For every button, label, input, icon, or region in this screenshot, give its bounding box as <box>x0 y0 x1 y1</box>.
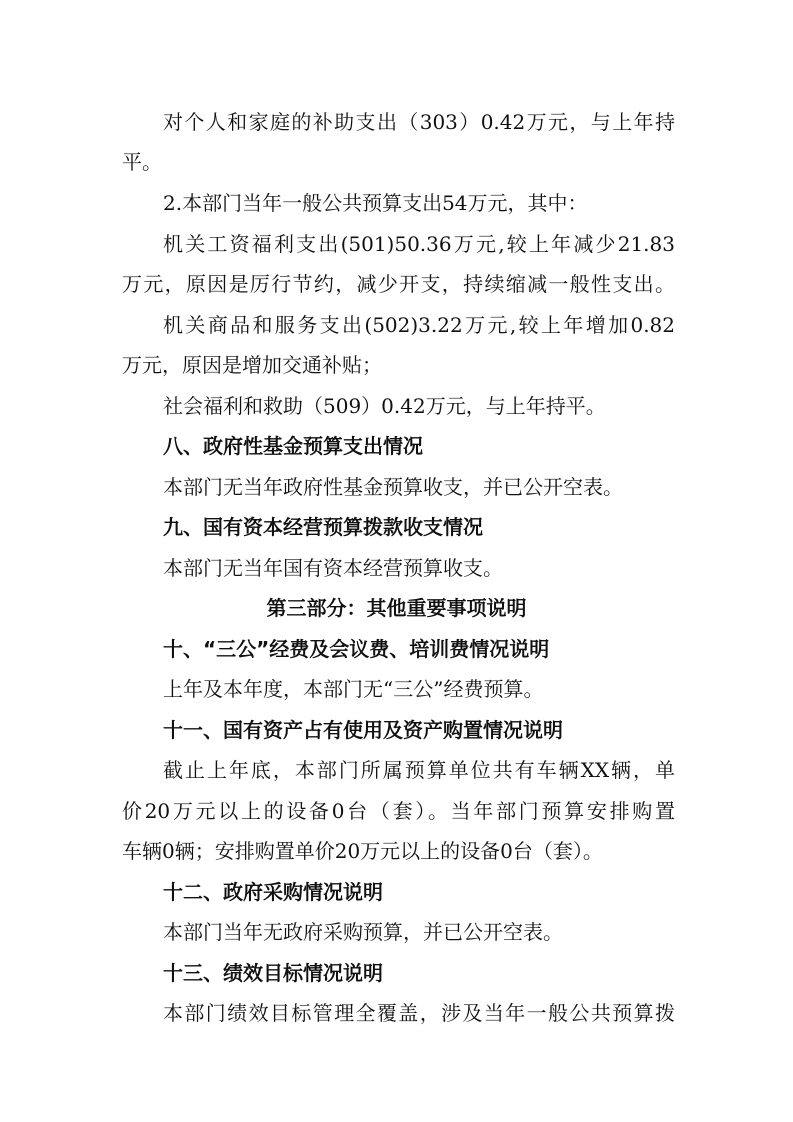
paragraph-line: 本部门当年无政府采购预算，并已公开空表。 <box>163 920 563 944</box>
paragraph-line: 上年及本年度，本部门无“三公”经费预算。 <box>163 677 544 701</box>
paragraph-line: 价20万元以上的设备0台（套）。当年部门预算安排购置 <box>122 799 675 823</box>
paragraph-line: 对个人和家庭的补助支出（303）0.42万元，与上年持 <box>163 110 675 134</box>
paragraph-line: 2.本部门当年一般公共预算支出54万元，其中： <box>163 191 588 215</box>
paragraph-line: 机关工资福利支出(501)50.36万元,较上年减少21.83 <box>163 232 675 256</box>
paragraph-line: 本部门无当年国有资本经营预算收支。 <box>163 556 503 580</box>
section-heading: 九、国有资本经营预算拨款收支情况 <box>163 515 483 539</box>
paragraph-line: 本部门绩效目标管理全覆盖，涉及当年一般公共预算拨 <box>163 1001 675 1025</box>
part-heading: 第三部分：其他重要事项说明 <box>266 596 527 620</box>
section-heading: 十二、政府采购情况说明 <box>163 880 383 904</box>
paragraph-line: 平。 <box>122 150 162 174</box>
paragraph-line: 机关商品和服务支出(502)3.22万元,较上年增加0.82 <box>163 313 675 337</box>
paragraph-line: 万元，原因是厉行节约，减少开支，持续缩减一般性支出。 <box>122 272 675 296</box>
paragraph-line: 社会福利和救助（509）0.42万元，与上年持平。 <box>163 394 606 418</box>
section-heading: 十、“三公”经费及会议费、培训费情况说明 <box>163 637 550 661</box>
paragraph-line: 车辆0辆；安排购置单价20万元以上的设备0台（套）。 <box>122 839 603 863</box>
section-heading: 八、政府性基金预算支出情况 <box>163 434 423 458</box>
paragraph-line: 万元，原因是增加交通补贴； <box>122 353 382 377</box>
section-heading: 十三、绩效目标情况说明 <box>163 961 383 985</box>
section-heading: 十一、国有资产占有使用及资产购置情况说明 <box>163 718 563 742</box>
paragraph-line: 截止上年底，本部门所属预算单位共有车辆XX辆，单 <box>163 758 675 782</box>
paragraph-line: 本部门无当年政府性基金预算收支，并已公开空表。 <box>163 475 623 499</box>
